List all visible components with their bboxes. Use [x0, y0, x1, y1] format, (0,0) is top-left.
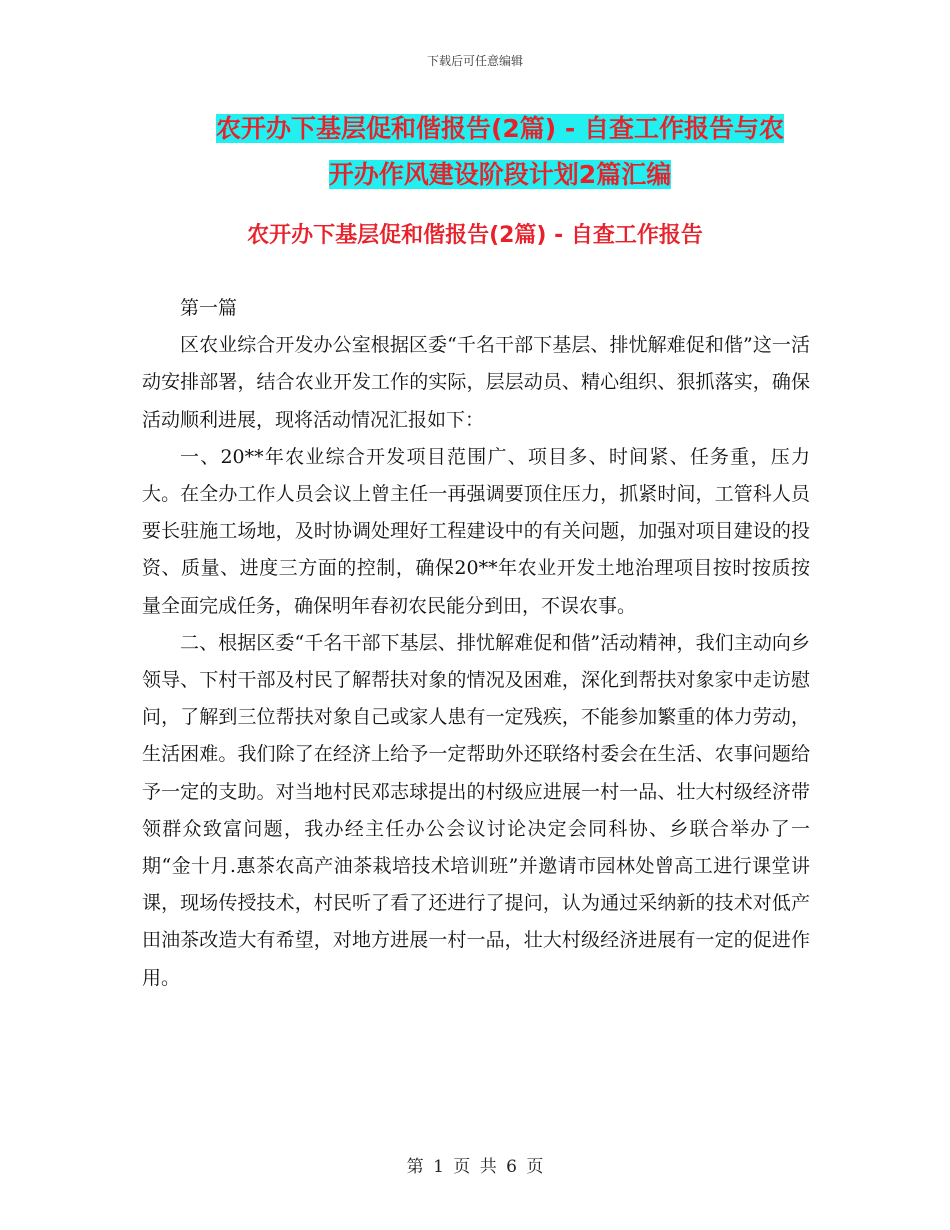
title-line-2: 开办作风建设阶段计划2篇汇编	[328, 160, 672, 189]
paragraph-point-2: 二、根据区委“千名干部下基层、排忧解难促和偕”活动精神，我们主动向乡领导、下村干部及村民了解帮扶对象的情况及困难，深化到帮扶对象家中走访慰问，了解到三位帮扶对象自己或家人患有一定残疾，不能参加繁重的体力劳动，生活困难。我们除了在经济上给予一定帮助外还联络村委会在生活、农事问题给予一定的支助。对当地村民邓志球提出的村级应进展一村一品、壮大村级经济带领群众致富问题，我办经主任办公会议讨论决定会同科协、乡联合举办了一期“金十月.惠茶农高产油茶栽培技术培训班”并邀请市园林处曾高工进行课堂讲课，现场传授技术，村民听了看了还进行了提问，认为通过采纳新的技术对低产田油茶改造大有希望，对地方进展一村一品，壮大村级经济进展有一定的促进作用。	[142, 631, 810, 989]
section-label: 第一篇	[180, 297, 238, 319]
paragraph-point-1: 一、20**年农业综合开发项目范围广、项目多、时间紧、任务重，压力大。在全办工作人员会议上曾主任一再强调要顶住压力，抓紧时间，工管科人员要长驻施工场地，及时协调处理好工程建设中的有关问题，加强对项目建设的投资、质量、进度三方面的控制，确保20**年农业开发土地治理项目按时按质按量全面完成任务，确保明年春初农民能分到田，不误农事。	[142, 445, 810, 617]
page-header-note: 下载后可任意编辑	[426, 54, 523, 68]
page-number: 第 1 页 共 6 页	[406, 1157, 544, 1177]
paragraph-intro: 区农业综合开发办公室根据区委“千名干部下基层、排忧解难促和偕”这一活动安排部署，结合农业开发工作的实际，层层动员、精心组织、狠抓落实，确保活动顺利进展，现将活动情况汇报如下：	[142, 334, 810, 431]
document-title	[100, 106, 900, 198]
document-body	[142, 290, 810, 997]
section-title: 农开办下基层促和偕报告(2篇) - 自查工作报告	[247, 223, 703, 248]
title-line-1: 农开办下基层促和偕报告(2篇) - 自查工作报告与农	[215, 114, 785, 143]
